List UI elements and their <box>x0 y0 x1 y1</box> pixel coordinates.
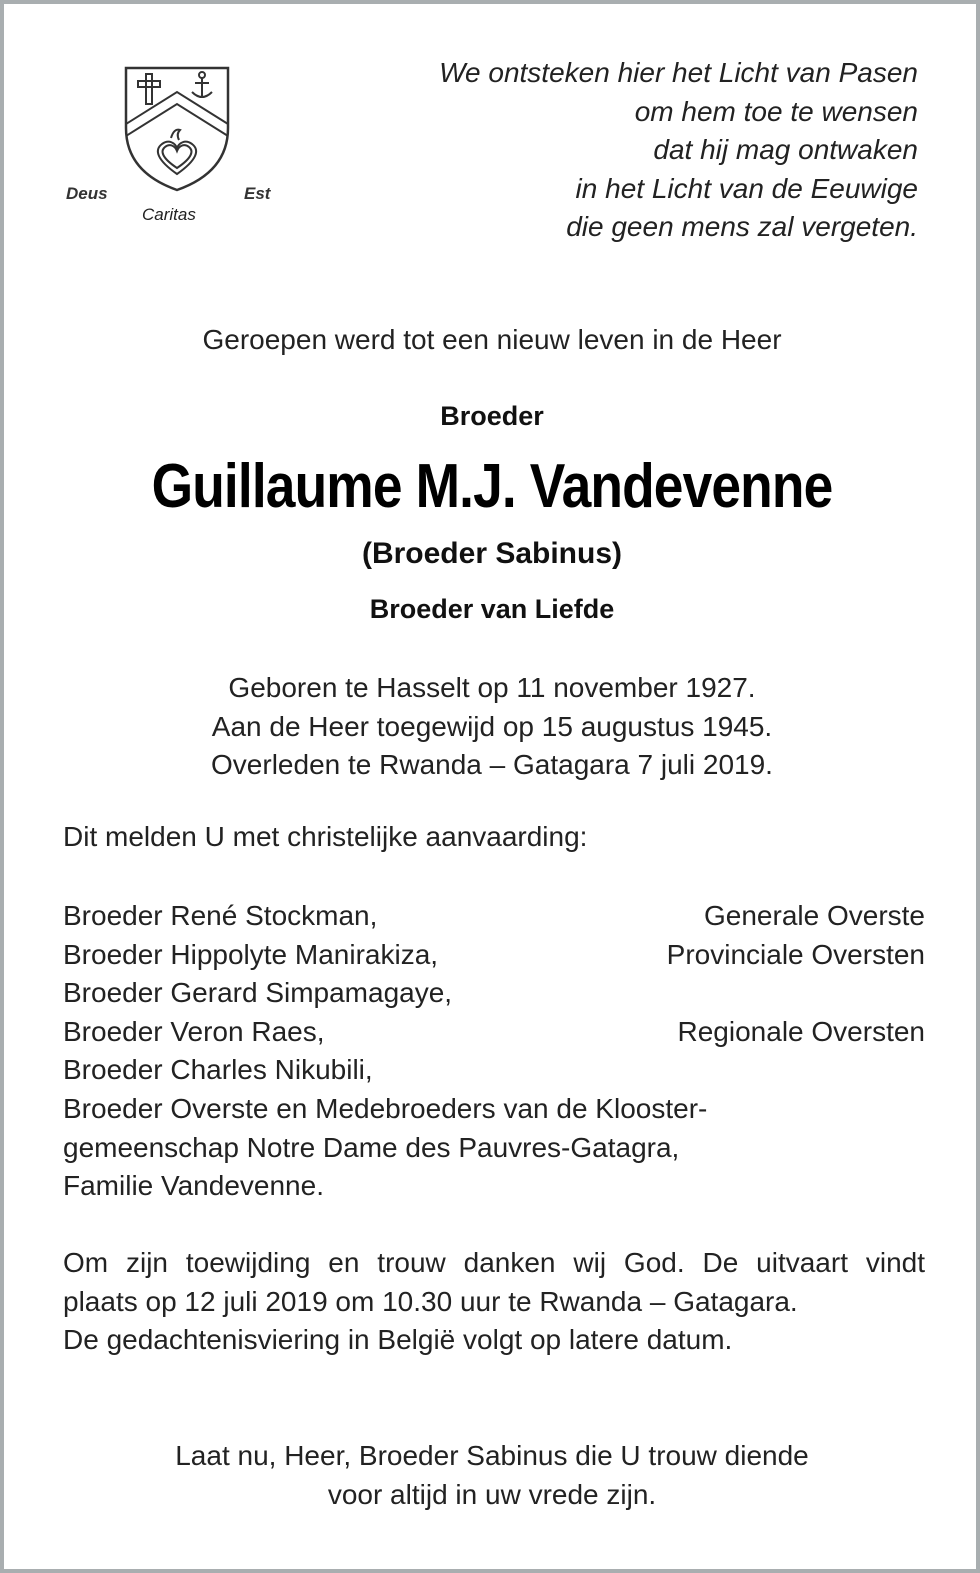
closing-line: Om zijn toewijding en trouw danken wij God. De uitvaart vindt <box>63 1247 925 1278</box>
signer-row <box>63 1051 925 1090</box>
signer-name: Broeder Overste en Medebroeders van de Klooster- <box>63 1092 708 1124</box>
signer-name: Broeder Charles Nikubili, <box>63 1054 373 1086</box>
deceased-title: Broeder <box>440 401 544 431</box>
intro-text: Geroepen werd tot een nieuw leven in de Heer <box>202 324 782 355</box>
motto-deus: Deus <box>66 184 108 203</box>
poem <box>439 54 918 247</box>
signer-row <box>63 1013 925 1052</box>
deceased-congregation: Broeder van Liefde <box>369 594 615 624</box>
date-line: Overleden te Rwanda – Gatagara 7 juli 2019. <box>211 749 773 780</box>
motto-caritas: Caritas <box>142 205 196 224</box>
signer-name: Broeder Gerard Simpamagaye, <box>63 977 453 1009</box>
poem-line: dat hij mag ontwaken <box>653 134 918 165</box>
prayer-line: Laat nu, Heer, Broeder Sabinus die U trouw diende <box>175 1440 809 1471</box>
signer-row <box>63 936 925 975</box>
prayer-line: voor altijd in uw vrede zijn. <box>327 1478 657 1510</box>
date-line: Geboren te Hasselt op 11 november 1927. <box>228 672 756 703</box>
closing-prayer <box>4 1437 980 1514</box>
poem-line: We ontsteken hier het Licht van Pasen <box>439 57 918 88</box>
motto-est: Est <box>244 184 271 203</box>
signer-name: gemeenschap Notre Dame des Pauvres-Gatagra, <box>63 1131 680 1163</box>
signer-row <box>63 897 925 936</box>
poem-line: in het Licht van de Eeuwige <box>575 172 918 204</box>
date-line: Aan de Heer toegewijd op 15 augustus 1945. <box>211 710 773 742</box>
signer-role: Generale Overste <box>704 900 925 931</box>
announcement: Dit melden U met christelijke aanvaarding: <box>63 821 588 852</box>
signer-name: Familie Vandevenne. <box>63 1170 324 1202</box>
signer-name: Broeder Hippolyte Manirakiza, <box>63 938 439 970</box>
signer-row <box>63 1129 925 1168</box>
signer-role: Provinciale Oversten <box>666 938 925 970</box>
signer-name: Broeder Veron Raes, <box>63 1015 325 1047</box>
closing-line: De gedachtenisviering in België volgt op latere datum. <box>63 1324 733 1355</box>
signer-name: Broeder René Stockman, <box>63 900 378 931</box>
coat-of-arms-icon <box>122 64 232 192</box>
deceased-alias: (Broeder Sabinus) <box>361 537 623 570</box>
life-dates <box>4 669 980 785</box>
signer-row <box>63 1167 925 1206</box>
signers-list <box>63 897 925 1206</box>
poem-line: die geen mens zal vergeten. <box>566 211 918 242</box>
crest <box>56 60 286 235</box>
poem-line: om hem toe te wensen <box>634 95 918 127</box>
signer-row <box>63 1090 925 1129</box>
closing-line: plaats op 12 juli 2019 om 10.30 uur te Rwanda – Gatagara. <box>63 1285 798 1317</box>
signer-row <box>63 974 925 1013</box>
deceased-name: Guillaume M.J. Vandevenne <box>151 452 833 521</box>
signer-role: Regionale Oversten <box>677 1015 925 1047</box>
closing-paragraph <box>63 1244 925 1360</box>
